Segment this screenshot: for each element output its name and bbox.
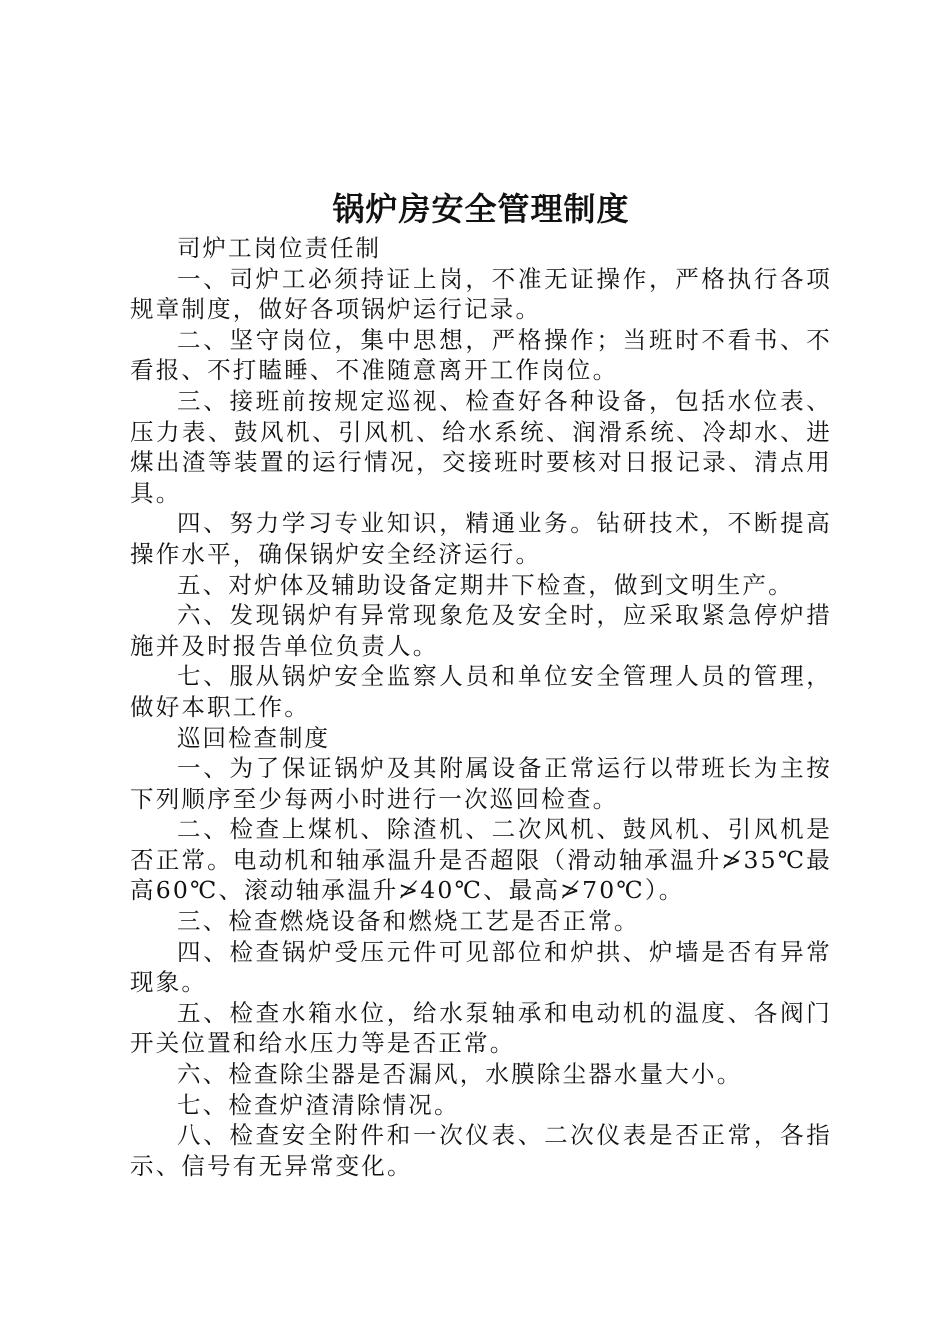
paragraph: 六、发现锅炉有异常现象危及安全时，应采取紧急停炉措施并及时报告单位负责人。 xyxy=(130,601,832,660)
paragraph: 五、检查水箱水位，给水泵轴承和电动机的温度、各阀门开关位置和给水压力等是否正常。 xyxy=(130,998,832,1058)
paragraph: 二、检查上煤机、除渣机、二次风机、鼓风机、引风机是否正常。电动机和轴承温升是否超限（滑动轴承温升≯35℃最高60℃、滚动轴承温升≯40℃、最高≯70℃）。 xyxy=(130,815,832,905)
document-page xyxy=(130,185,832,1181)
paragraph: 四、努力学习专业知识，精通业务。钻研技术，不断提高操作水平，确保锅炉安全经济运行。 xyxy=(130,509,832,568)
paragraph: 五、对炉体及辅助设备定期井下检查，做到文明生产。 xyxy=(177,570,794,599)
section-heading: 巡回检查制度 xyxy=(177,723,330,752)
paragraph: 一、司炉工必须持证上岗，不准无证操作，严格执行各项规章制度，做好各项锅炉运行记录。 xyxy=(130,264,832,324)
section-patrol-inspection xyxy=(130,723,832,1182)
paragraph: 三、接班前按规定巡视、检查好各种设备，包括水位表、压力表、鼓风机、引风机、给水系统、润滑系统、冷却水、进煤出渣等装置的运行情况，交接班时要核对日报记录、清点用具。 xyxy=(130,386,832,507)
paragraph: 三、检查燃烧设备和燃烧工艺是否正常。 xyxy=(177,907,640,936)
paragraph: 四、检查锅炉受压元件可见部位和炉拱、炉墙是否有异常现象。 xyxy=(130,937,832,997)
paragraph: 二、坚守岗位，集中思想，严格操作；当班时不看书、不看报、不打瞌睡、不准随意离开工作岗位。 xyxy=(130,325,832,385)
paragraph: 七、服从锅炉安全监察人员和单位安全管理人员的管理，做好本职工作。 xyxy=(130,662,832,721)
section-heading: 司炉工岗位责任制 xyxy=(177,234,381,262)
section-boiler-operator-duties xyxy=(130,233,832,723)
paragraph: 六、检查除尘器是否漏风，水膜除尘器水量大小。 xyxy=(177,1060,743,1089)
document-title: 锅炉房安全管理制度 xyxy=(332,190,630,228)
paragraph: 八、检查安全附件和一次仪表、二次仪表是否正常，各指示、信号有无异常变化。 xyxy=(130,1121,832,1180)
paragraph: 一、为了保证锅炉及其附属设备正常运行以带班长为主按下列顺序至少每两小时进行一次巡回检查。 xyxy=(130,754,832,813)
paragraph: 七、检查炉渣清除情况。 xyxy=(177,1090,460,1119)
